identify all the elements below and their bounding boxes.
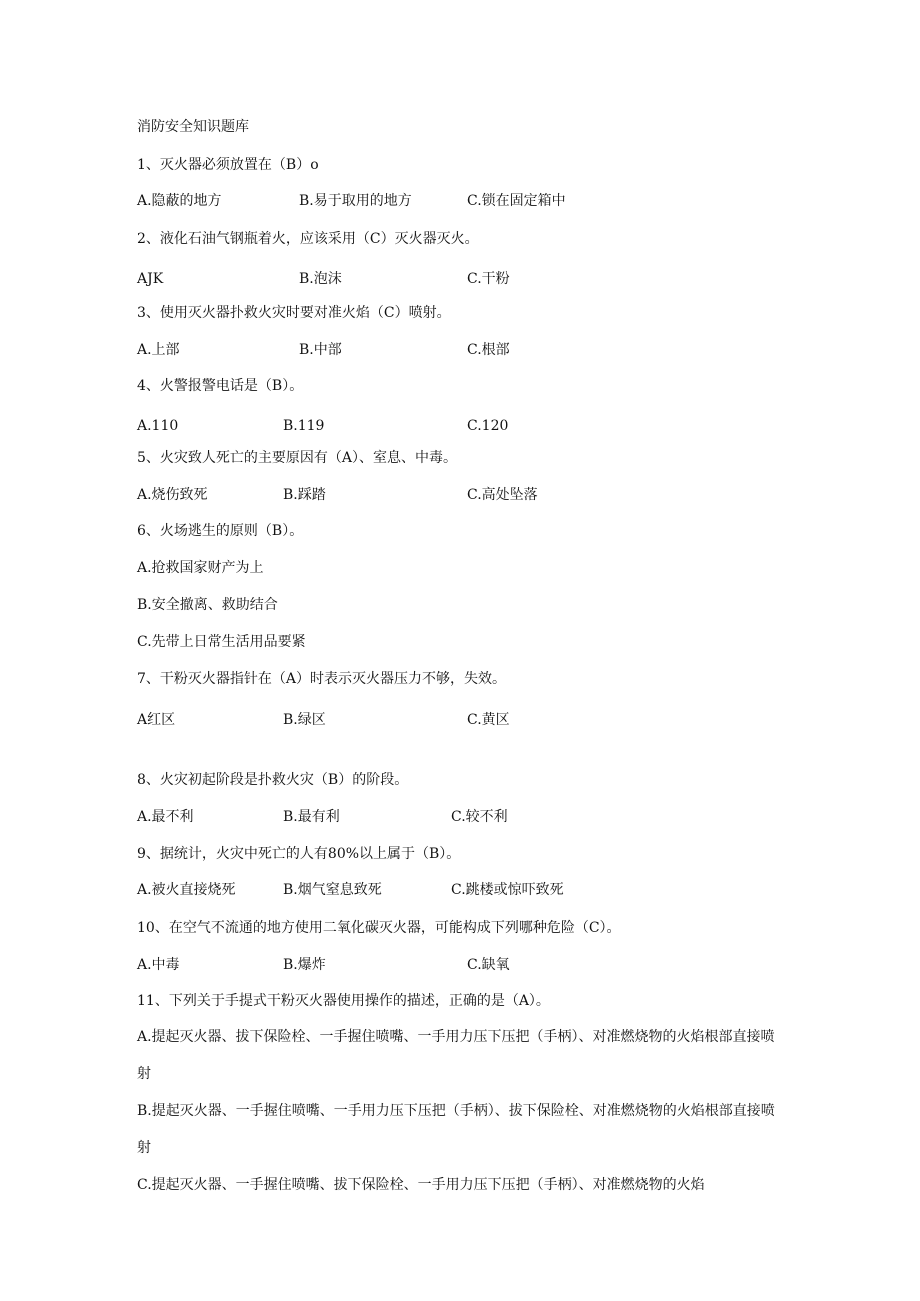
option-a: A.110: [137, 418, 179, 434]
option-a: A.隐蔽的地方: [137, 193, 222, 209]
option-c: C.较不利: [451, 809, 508, 825]
question-5: 5、火灾致人死亡的主要原因有（A）、室息、中毒。: [137, 450, 458, 466]
option-c: C.根部: [467, 342, 510, 358]
option-a: A.烧伤致死: [137, 487, 208, 503]
option-a: A.提起灭火器、拔下保险栓、一手握住喷嘴、一手用力压下压把（手柄）、对准燃烧物的火焰根部直接喷射: [137, 1029, 775, 1082]
question-11: 11、下列关于手提式干粉灭火器使用操作的描述，正确的是（A）。: [137, 993, 550, 1009]
options-8: [137, 808, 777, 826]
option-b: B.泡沫: [299, 271, 342, 287]
option-a: A.抢救国家财产为上: [137, 560, 264, 576]
option-b: B.安全撤离、救助结合: [137, 597, 278, 613]
question-6: 6、火场逃生的原则（B）。: [137, 523, 304, 539]
question-8: 8、火灾初起阶段是扑救火灾（B）的阶段。: [137, 772, 409, 788]
option-b: B.易于取用的地方: [299, 193, 412, 209]
option-c: C.缺氧: [467, 957, 510, 973]
option-b: B.最有利: [283, 809, 340, 825]
options-5: [137, 486, 777, 504]
question-7: 7、干粉灭火器指针在（A）时表示灭火器压力不够，失效。: [137, 671, 507, 687]
options-3: [137, 341, 777, 359]
option-a: A红区: [137, 712, 176, 728]
options-9: [137, 881, 777, 899]
option-b: B.绿区: [283, 712, 326, 728]
option-a: A.中毒: [137, 957, 180, 973]
options-4: [137, 417, 777, 435]
options-1: [137, 192, 777, 210]
question-9: 9、据统计，火灾中死亡的人有80%以上属于（B）。: [137, 846, 461, 862]
question-2: 2、液化石油气钢瓶着火，应该采用（C）灭火器灭火。: [137, 231, 479, 247]
option-c: C.跳楼或惊吓致死: [451, 882, 564, 898]
option-c: C.锁在固定箱中: [467, 193, 566, 209]
option-b: B.提起灭火器、一手握住喷嘴、一手用力压下压把（手柄）、拔下保险栓、对准燃烧物的火焰根部直接喷射: [137, 1103, 775, 1156]
question-1: 1、灭火器必须放置在（B）o: [137, 157, 319, 173]
doc-title: 消防安全知识题库: [137, 119, 249, 135]
option-b: B.烟气窒息致死: [283, 882, 382, 898]
option-a: AJK: [137, 271, 164, 287]
option-c: C.先带上日常生活用品要紧: [137, 634, 306, 650]
options-7: [137, 711, 777, 729]
question-3: 3、使用灭火器扑救火灾时要对准火焰（C）喷射。: [137, 305, 451, 321]
question-4: 4、火警报警电话是（B）。: [137, 378, 304, 394]
option-b: B.119: [283, 418, 325, 434]
options-10: [137, 956, 777, 974]
option-a: A.被火直接烧死: [137, 882, 236, 898]
option-c: C.黄区: [467, 712, 510, 728]
option-b: B.爆炸: [283, 957, 326, 973]
option-c: C.120: [467, 418, 509, 434]
option-a: A.上部: [137, 342, 180, 358]
option-c: C.干粉: [467, 271, 510, 287]
option-a: A.最不利: [137, 809, 194, 825]
option-c: C.提起灭火器、一手握住喷嘴、拔下保险栓、一手用力压下压把（手柄）、对准燃烧物的火焰: [137, 1177, 705, 1193]
options-2: [137, 270, 777, 288]
option-b: B.踩踏: [283, 487, 326, 503]
option-b: B.中部: [299, 342, 342, 358]
option-c: C.高处坠落: [467, 487, 538, 503]
question-10: 10、在空气不流通的地方使用二氧化碳灭火器，可能构成下列哪种危险（C）。: [137, 920, 621, 936]
